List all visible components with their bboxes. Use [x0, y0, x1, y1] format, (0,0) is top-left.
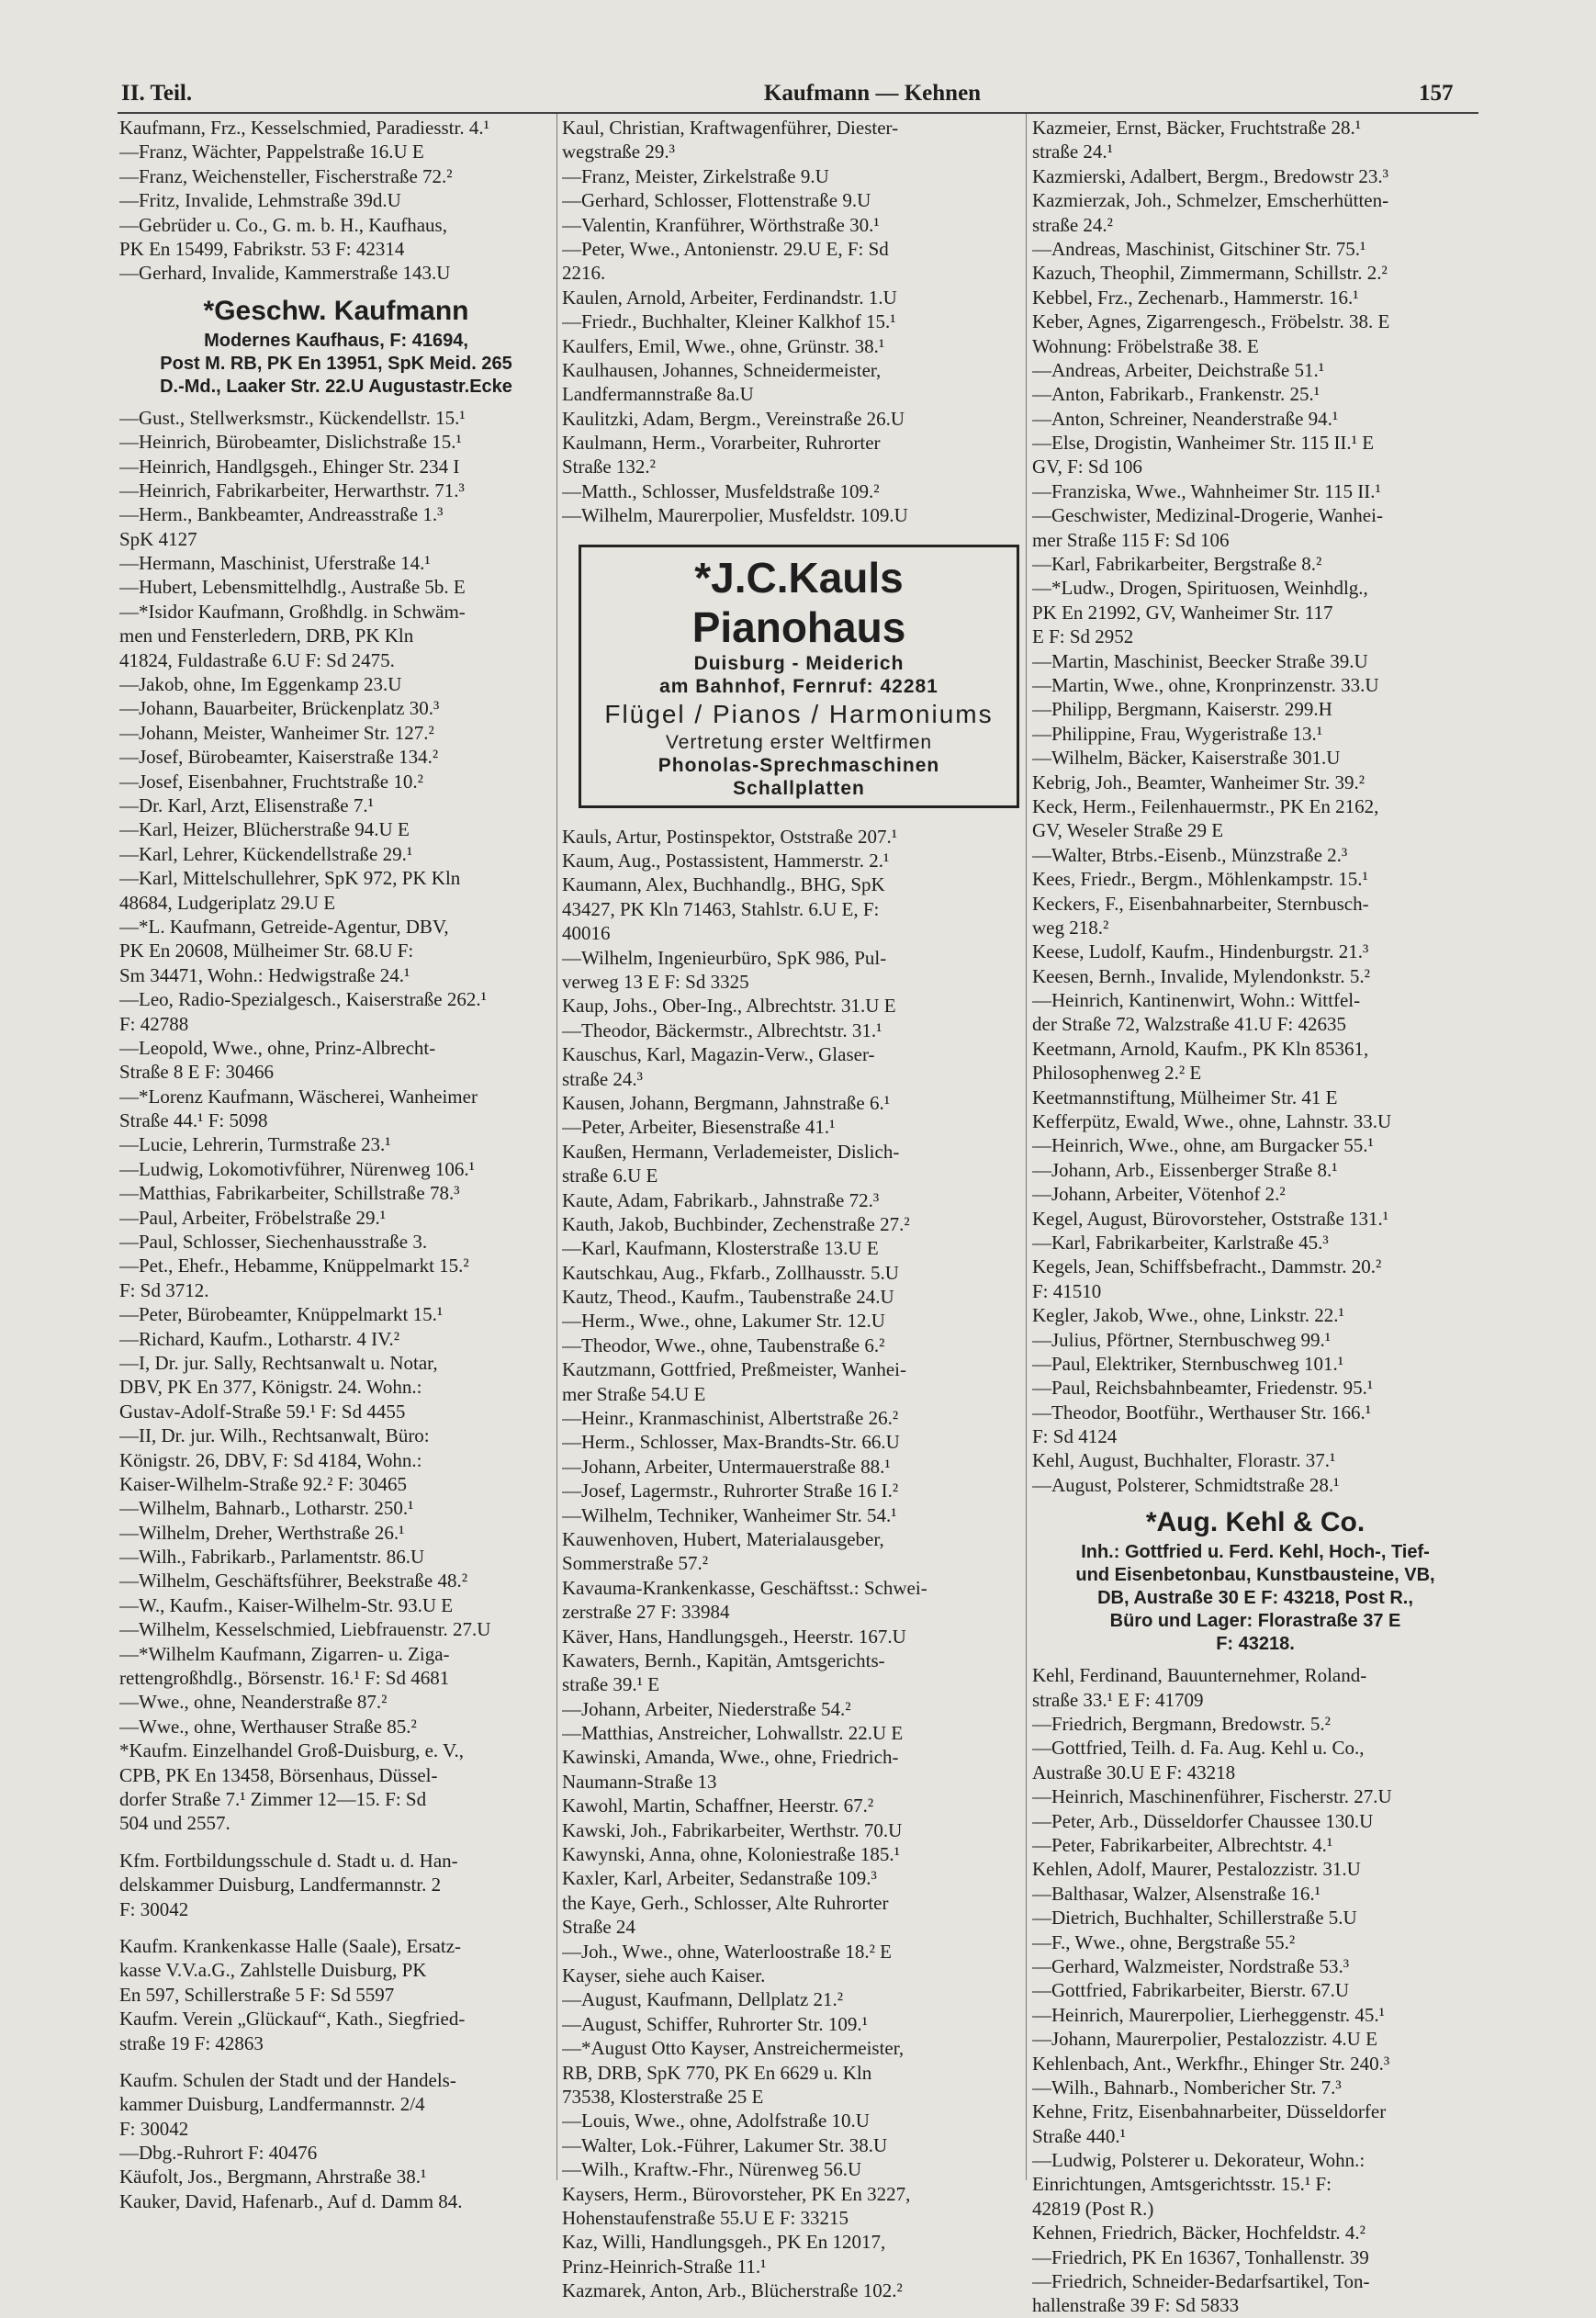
directory-entry-line: —Karl, Heizer, Blücherstraße 94.U E — [119, 818, 410, 841]
directory-entry-line: Kaiser-Wilhelm-Straße 92.² F: 30465 — [119, 1472, 407, 1495]
directory-entry-line: —*August Otto Kayser, Anstreichermeister, — [562, 2037, 905, 2060]
directory-entry-line: Kaulhausen, Johannes, Schneidermeister, — [562, 358, 882, 381]
directory-entry-line: Straße 8 E F: 30466 — [119, 1061, 274, 1084]
directory-entry-line: Kaulmann, Herm., Vorarbeiter, Ruhrorter — [562, 432, 881, 455]
directory-entry-line: —Heinrich, Maurerpolier, Lierheggenstr. 45.¹ — [1032, 2003, 1385, 2026]
directory-entry-line: —*L. Kaufmann, Getreide-Agentur, DBV, — [119, 915, 449, 938]
directory-entry-line: —Friedrich, Schneider-Bedarfsartikel, Ton- — [1032, 2270, 1370, 2293]
advertisement-line: Vertretung erster Weltfirmen — [665, 731, 933, 753]
directory-entry-line: Kazmierzak, Joh., Schmelzer, Emscherhütten- — [1032, 189, 1389, 212]
directory-entry-line: Käufolt, Jos., Bergmann, Ahrstraße 38.¹ — [119, 2166, 427, 2189]
directory-entry-line: 40016 — [562, 922, 611, 945]
directory-entry-line: Kegler, Jakob, Wwe., ohne, Linkstr. 22.¹ — [1032, 1304, 1344, 1327]
directory-entry-line: —Martin, Maschinist, Beecker Straße 39.U — [1032, 649, 1368, 672]
directory-entry-line: —Dr. Karl, Arzt, Elisenstraße 7.¹ — [119, 793, 374, 816]
directory-entry-line: Kaz, Willi, Handlungsgeh., PK En 12017, — [562, 2231, 886, 2254]
advertisement-line: D.-Md., Laaker Str. 22.U Augustastr.Ecke — [160, 376, 512, 397]
directory-entry-line: CPB, PK En 13458, Börsenhaus, Düssel- — [119, 1763, 438, 1786]
directory-entry-line: —Anton, Fabrikarb., Frankenstr. 25.¹ — [1032, 383, 1321, 406]
directory-entry-line: men und Fensterledern, DRB, PK Kln — [119, 625, 414, 647]
directory-entry-line: Kauth, Jakob, Buchbinder, Zechenstraße 27.² — [562, 1212, 910, 1235]
directory-entry-line: —Johann, Maurerpolier, Pestalozzistr. 4.U E — [1032, 2028, 1377, 2051]
directory-entry-line: Keetmann, Arnold, Kaufm., PK Kln 85361, — [1032, 1037, 1369, 1060]
directory-entry-line: —Josef, Eisenbahner, Fruchtstraße 10.² — [119, 770, 423, 793]
directory-entry-line: Kefferpütz, Ewald, Wwe., ohne, Lahnstr. 33.U — [1032, 1110, 1392, 1133]
directory-entry-line: En 597, Schillerstraße 5 F: Sd 5597 — [119, 1983, 395, 2006]
directory-entry-line: —F., Wwe., ohne, Bergstraße 55.² — [1032, 1930, 1296, 1953]
directory-entry-line: E F: Sd 2952 — [1032, 625, 1134, 648]
directory-entry-line: 41824, Fuldastraße 6.U F: Sd 2475. — [119, 648, 395, 671]
directory-entry-line: kasse V.V.a.G., Zahlstelle Duisburg, PK — [119, 1959, 427, 1982]
directory-entry-line: rettengroßhdlg., Börsenstr. 16.¹ F: Sd 4681 — [119, 1667, 450, 1690]
directory-entry-line: —Karl, Lehrer, Kückendellstraße 29.¹ — [119, 842, 413, 865]
directory-entry-line: —Louis, Wwe., ohne, Adolfstraße 10.U — [562, 2110, 870, 2132]
directory-entry-line: —*Isidor Kaufmann, Großhdlg. in Schwäm- — [119, 600, 466, 623]
directory-entry-line: —Matthias, Fabrikarbeiter, Schillstraße 78.³ — [119, 1182, 460, 1205]
directory-entry-line: DBV, PK En 377, Königstr. 24. Wohn.: — [119, 1376, 422, 1399]
directory-entry-line: Straße 440.¹ — [1032, 2124, 1126, 2147]
directory-entry-line: Kaxler, Karl, Arbeiter, Sedanstraße 109.³ — [562, 1867, 877, 1890]
directory-entry-line: Prinz-Heinrich-Straße 11.¹ — [562, 2255, 767, 2278]
directory-entry-line: —Matth., Schlosser, Musfeldstraße 109.² — [562, 479, 880, 502]
directory-entry-line: —Friedr., Buchhalter, Kleiner Kalkhof 15.¹ — [562, 310, 896, 333]
directory-entry-line: Kegel, August, Bürovorsteher, Oststraße 131.¹ — [1032, 1207, 1389, 1230]
directory-entry-line: Kausen, Johann, Bergmann, Jahnstraße 6.¹ — [562, 1091, 890, 1114]
directory-entry-line: kammer Duisburg, Landfermannstr. 2/4 — [119, 2093, 425, 2116]
directory-entry-line: —Peter, Arbeiter, Biesenstraße 41.¹ — [562, 1116, 836, 1139]
directory-entry-line: Straße 132.² — [562, 456, 656, 478]
directory-entry-line: Keber, Agnes, Zigarrengesch., Fröbelstr. 38. E — [1032, 310, 1390, 333]
directory-entry-line: —Karl, Fabrikarbeiter, Bergstraße 8.² — [1032, 553, 1322, 576]
directory-entry-line: —Herm., Wwe., ohne, Lakumer Str. 12.U — [562, 1310, 885, 1333]
directory-entry-line: —Gottfried, Fabrikarbeiter, Bierstr. 67.U — [1032, 1979, 1349, 2002]
directory-entry-line: —Franz, Meister, Zirkelstraße 9.U — [562, 164, 829, 187]
directory-entry-line: Kaumann, Alex, Buchhandlg., BHG, SpK — [562, 873, 885, 896]
section-label: II. Teil. — [121, 81, 193, 106]
directory-entry-line: Kaulen, Arnold, Arbeiter, Ferdinandstr. 1.U — [562, 286, 897, 309]
directory-entry-line: —Hermann, Maschinist, Uferstraße 14.¹ — [119, 552, 431, 575]
advertisement-line: Inh.: Gottfried u. Ferd. Kehl, Hoch-, Tief- — [1081, 1542, 1430, 1563]
directory-entry-line: PK En 20608, Mülheimer Str. 68.U F: — [119, 940, 414, 962]
directory-entry-line: Kawohl, Martin, Schaffner, Heerstr. 67.² — [562, 1795, 874, 1817]
directory-entry-line: Kauschus, Karl, Magazin-Verw., Glaser- — [562, 1043, 875, 1066]
directory-entry-line: GV, F: Sd 106 — [1032, 456, 1142, 478]
directory-entry-line: —Philippine, Frau, Wygeristraße 13.¹ — [1032, 722, 1323, 745]
directory-entry-line: straße 24.¹ — [1032, 141, 1113, 163]
directory-entry-line: —Hubert, Lebensmittelhdlg., Austraße 5b. E — [119, 576, 466, 599]
directory-entry-line: dorfer Straße 7.¹ Zimmer 12—15. F: Sd — [119, 1788, 427, 1810]
directory-entry-line: —Wilh., Bahnarb., Nombericher Str. 7.³ — [1032, 2076, 1342, 2099]
directory-entry-line: —Paul, Reichsbahnbeamter, Friedenstr. 95.¹ — [1032, 1377, 1374, 1400]
directory-entry-line: straße 24.³ — [562, 1067, 643, 1090]
directory-entry-line: —Gebrüder u. Co., G. m. b. H., Kaufhaus, — [119, 213, 447, 236]
directory-entry-line: —August, Polsterer, Schmidtstraße 28.¹ — [1032, 1473, 1340, 1496]
directory-entry-line: F: 42788 — [119, 1012, 189, 1035]
directory-entry-line: F: Sd 4124 — [1032, 1425, 1118, 1448]
directory-entry-line: 43427, PK Kln 71463, Stahlstr. 6.U E, F: — [562, 897, 880, 920]
directory-entry-line: —Heinrich, Fabrikarbeiter, Herwarthstr. 71.³ — [119, 478, 465, 501]
advertisement-line: Schallplatten — [733, 777, 865, 799]
advertisement-line: Modernes Kaufhaus, F: 41694, — [204, 330, 468, 351]
directory-entry-line: Kazmeier, Ernst, Bäcker, Fruchtstraße 28.¹ — [1032, 117, 1361, 139]
directory-entry-line: Straße 24 — [562, 1916, 635, 1939]
directory-entry-line: —Karl, Mittelschullehrer, SpK 972, PK Kln — [119, 867, 461, 890]
directory-entry-line: Kehl, August, Buchhalter, Florastr. 37.¹ — [1032, 1449, 1336, 1472]
directory-entry-line: Kehlenbach, Ant., Werkfhr., Ehinger Str. 240.³ — [1032, 2052, 1390, 2075]
directory-entry-line: Kaufm. Verein „Glückauf“, Kath., Siegfried- — [119, 2008, 466, 2031]
directory-entry-line: F: 41510 — [1032, 1279, 1102, 1302]
directory-entry-line: —Johann, Arb., Eissenberger Straße 8.¹ — [1032, 1158, 1338, 1181]
directory-entry-line: 73538, Klosterstraße 25 E — [562, 2085, 764, 2108]
advertisement-line: Duisburg - Meiderich — [693, 652, 905, 674]
directory-entry-line: Keese, Ludolf, Kaufm., Hindenburgstr. 21.³ — [1032, 940, 1369, 963]
directory-entry-line: —Walter, Btrbs.-Eisenb., Münzstraße 2.³ — [1032, 843, 1348, 866]
directory-entry-line: —Friedrich, Bergmann, Bredowstr. 5.² — [1032, 1713, 1331, 1736]
directory-entry-line: —Theodor, Wwe., ohne, Taubenstraße 6.² — [562, 1333, 885, 1356]
advertisement-line: DB, Austraße 30 E F: 43218, Post R., — [1097, 1588, 1413, 1609]
directory-entry-line: —Walter, Lok.-Führer, Lakumer Str. 38.U — [562, 2133, 888, 2156]
directory-entry-line: Austraße 30.U E F: 43218 — [1032, 1761, 1236, 1784]
directory-entry-line: —Heinrich, Wwe., ohne, am Burgacker 55.¹ — [1032, 1134, 1374, 1157]
directory-entry-line: Kazuch, Theophil, Zimmermann, Schillstr. 2.² — [1032, 262, 1388, 285]
directory-entry-line: —Pet., Ehefr., Hebamme, Knüppelmarkt 15.² — [119, 1255, 469, 1277]
directory-entry-line: —Leopold, Wwe., ohne, Prinz-Albrecht- — [119, 1036, 436, 1059]
directory-entry-line: Sommerstraße 57.² — [562, 1552, 709, 1575]
directory-entry-line: straße 39.¹ E — [562, 1673, 660, 1696]
directory-entry-line: —Geschwister, Medizinal-Drogerie, Wanhei- — [1032, 504, 1383, 527]
directory-entry-line: —Karl, Fabrikarbeiter, Karlstraße 45.³ — [1032, 1231, 1329, 1254]
directory-entry-line: —Peter, Wwe., Antonienstr. 29.U E, F: Sd — [562, 237, 889, 260]
entry-spacer — [119, 2055, 553, 2068]
directory-entry-line: —Dbg.-Ruhrort F: 40476 — [119, 2142, 318, 2165]
directory-entry-line: —Wwe., ohne, Werthauser Straße 85.² — [119, 1715, 417, 1738]
directory-entry-line: —Fritz, Invalide, Lehmstraße 39d.U — [119, 189, 401, 212]
page-number: 157 — [1419, 81, 1454, 106]
directory-entry-line: *Kaufm. Einzelhandel Groß-Duisburg, e. V., — [119, 1739, 465, 1762]
directory-entry-line: Kaufmann, Frz., Kesselschmied, Paradiesstr. 4.¹ — [119, 117, 489, 139]
directory-entry-line: —Dietrich, Buchhalter, Schillerstraße 5.U — [1032, 1907, 1357, 1930]
directory-entry-line: —Joh., Wwe., ohne, Waterloostraße 18.² E — [562, 1940, 892, 1963]
directory-entry-line: —Johann, Arbeiter, Vötenhof 2.² — [1032, 1183, 1286, 1206]
advertisement-line: Phonolas-Sprechmaschinen — [658, 754, 940, 776]
directory-entry-line: —Wilhelm, Kesselschmied, Liebfrauenstr. 27.U — [119, 1618, 491, 1641]
directory-entry-line: Kautzmann, Gottfried, Preßmeister, Wanhei- — [562, 1358, 906, 1381]
directory-entry-line: Kazmierski, Adalbert, Bergm., Bredowstr 23.³ — [1032, 164, 1388, 187]
directory-entry-line: Kees, Friedr., Bergm., Möhlenkampstr. 15.¹ — [1032, 868, 1368, 891]
directory-entry-line: Kazmarek, Anton, Arb., Blücherstraße 102.² — [562, 2279, 903, 2302]
directory-entry-line: Kaul, Christian, Kraftwagenführer, Diester- — [562, 117, 899, 139]
directory-entry-line: Kaup, Johs., Ober-Ing., Albrechtstr. 31.U E — [562, 995, 896, 1018]
directory-entry-line: —Ludwig, Polsterer u. Dekorateur, Wohn.: — [1032, 2149, 1366, 2172]
directory-entry-line: —Peter, Arb., Düsseldorfer Chaussee 130.U — [1032, 1809, 1374, 1832]
directory-entry-line: Kehnen, Friedrich, Bäcker, Hochfeldstr. 4.² — [1032, 2222, 1366, 2245]
directory-entry-line: Keetmannstiftung, Mülheimer Str. 41 E — [1032, 1086, 1338, 1108]
directory-entry-line: 48684, Ludgeriplatz 29.U E — [119, 891, 336, 914]
directory-entry-line: —Paul, Arbeiter, Fröbelstraße 29.¹ — [119, 1206, 387, 1229]
directory-entry-line: Einrichtungen, Amtsgerichtsstr. 15.¹ F: — [1032, 2173, 1332, 2196]
directory-entry-line: —Richard, Kaufm., Lotharstr. 4 IV.² — [119, 1327, 400, 1350]
directory-entry-line: —Heinrich, Bürobeamter, Dislichstraße 15.¹ — [119, 431, 462, 454]
directory-entry-line: der Straße 72, Walzstraße 41.U F: 42635 — [1032, 1013, 1347, 1036]
directory-entry-line: —Heinrich, Handlgsgeh., Ehinger Str. 234 I — [119, 455, 460, 478]
directory-entry-line: Kebbel, Frz., Zechenarb., Hammerstr. 16.¹ — [1032, 286, 1359, 309]
directory-entry-line: —Else, Drogistin, Wanheimer Str. 115 II.¹ E — [1032, 432, 1375, 455]
directory-entry-line: —Wilhelm, Dreher, Werthstraße 26.¹ — [119, 1521, 405, 1544]
directory-entry-line: GV, Weseler Straße 29 E — [1032, 819, 1224, 842]
directory-entry-line: —Gerhard, Invalide, Kammerstraße 143.U — [119, 262, 451, 285]
directory-entry-line: 504 und 2557. — [119, 1812, 230, 1835]
directory-entry-line: F: 30042 — [119, 2117, 189, 2140]
advertisement-line: Post M. RB, PK En 13951, SpK Meid. 265 — [160, 353, 512, 374]
directory-entry-line: straße 33.¹ E F: 41709 — [1032, 1688, 1204, 1711]
directory-entry-line: —Gerhard, Schlosser, Flottenstraße 9.U — [562, 189, 871, 212]
directory-entry-line: —Wilhelm, Bahnarb., Lotharstr. 250.¹ — [119, 1497, 414, 1520]
directory-entry-line: —II, Dr. jur. Wilh., Rechtsanwalt, Büro: — [119, 1424, 430, 1447]
directory-entry-line: —August, Kaufmann, Dellplatz 21.² — [562, 1988, 844, 2011]
directory-entry-line: Kawinski, Amanda, Wwe., ohne, Friedrich- — [562, 1746, 899, 1769]
directory-entry-line: straße 6.U E — [562, 1165, 658, 1187]
advertisement-line: Büro und Lager: Florastraße 37 E — [1109, 1611, 1401, 1632]
directory-entry-line: —Franz, Weichensteller, Fischerstraße 72.² — [119, 164, 453, 187]
entry-spacer — [119, 1921, 553, 1934]
directory-entry-line: —Wilhelm, Geschäftsführer, Beekstraße 48.² — [119, 1570, 467, 1592]
directory-entry-line: —Gust., Stellwerksmstr., Kückendellstr. 15.¹ — [119, 406, 466, 429]
directory-entry-line: Sm 34471, Wohn.: Hedwigstraße 24.¹ — [119, 963, 410, 986]
directory-entry-line: 42819 (Post R.) — [1032, 2197, 1154, 2220]
directory-entry-line: —Paul, Schlosser, Siechenhausstraße 3. — [119, 1231, 428, 1254]
directory-entry-line: Kautz, Theod., Kaufm., Taubenstraße 24.U — [562, 1286, 894, 1309]
directory-entry-line: —Johann, Meister, Wanheimer Str. 127.² — [119, 721, 434, 744]
directory-entry-line: Kawynski, Anna, ohne, Koloniestraße 185.¹ — [562, 1843, 900, 1866]
directory-entry-line: —Karl, Kaufmann, Klosterstraße 13.U E — [562, 1237, 879, 1260]
directory-entry-line: F: 30042 — [119, 1897, 189, 1920]
directory-entry-line: Kaußen, Hermann, Verlademeister, Dislich- — [562, 1140, 900, 1163]
column-left — [119, 116, 553, 2213]
directory-entry-line: Philosophenweg 2.² E — [1032, 1062, 1202, 1085]
directory-entry-line: Kehne, Fritz, Eisenbahnarbeiter, Düsseldorfer — [1032, 2100, 1387, 2123]
directory-entry-line: —I, Dr. jur. Sally, Rechtsanwalt u. Notar, — [119, 1351, 438, 1374]
directory-entry-line: —Matthias, Anstreicher, Lohwallstr. 22.U E — [562, 1722, 904, 1745]
directory-entry-line: mer Straße 54.U E — [562, 1382, 706, 1405]
directory-entry-line: straße 19 F: 42863 — [119, 2031, 264, 2054]
header-rule — [118, 112, 1478, 114]
directory-entry-line: Kaum, Aug., Postassistent, Hammerstr. 2.¹ — [562, 850, 890, 872]
directory-entry-line: —Heinr., Kranmaschinist, Albertstraße 26.² — [562, 1407, 899, 1430]
directory-entry-line: Kebrig, Joh., Beamter, Wanheimer Str. 39.² — [1032, 771, 1366, 793]
directory-entry-line: mer Straße 115 F: Sd 106 — [1032, 528, 1230, 551]
directory-entry-line: Kaysers, Herm., Bürovorsteher, PK En 3227, — [562, 2182, 911, 2205]
directory-entry-line: —Theodor, Bäckermstr., Albrechtstr. 31.¹ — [562, 1018, 882, 1041]
directory-entry-line: —Jakob, ohne, Im Eggenkamp 23.U — [119, 673, 402, 696]
directory-entry-line: —Franz, Wächter, Pappelstraße 16.U E — [119, 141, 424, 163]
directory-entry-line: —Philipp, Bergmann, Kaiserstr. 299.H — [1032, 698, 1332, 721]
directory-entry-line: Kawaters, Bernh., Kapitän, Amtsgerichts- — [562, 1648, 885, 1671]
directory-entry-line: —Theodor, Bootführ., Werthauser Str. 166.¹ — [1032, 1401, 1372, 1423]
directory-entry-line: —Friedrich, PK En 16367, Tonhallenstr. 39 — [1032, 2245, 1369, 2268]
directory-entry-line: —August, Schiffer, Ruhrorter Str. 109.¹ — [562, 2012, 868, 2035]
directory-entry-line: SpK 4127 — [119, 527, 197, 550]
entry-spacer — [119, 1836, 553, 1849]
directory-entry-line: Kauls, Artur, Postinspektor, Oststraße 207.¹ — [562, 825, 898, 848]
directory-entry-line: Wohnung: Fröbelstraße 38. E — [1032, 334, 1259, 357]
directory-entry-line: zerstraße 27 F: 33984 — [562, 1601, 730, 1624]
directory-entry-line: Königstr. 26, DBV, F: Sd 4184, Wohn.: — [119, 1448, 422, 1471]
directory-entry-line: Kaulitzki, Adam, Bergm., Vereinstraße 26.U — [562, 407, 905, 430]
directory-entry-line: —Wilh., Kraftw.-Fhr., Nürenweg 56.U — [562, 2158, 862, 2181]
directory-entry-line: Keck, Herm., Feilenhauermstr., PK En 2162, — [1032, 794, 1379, 817]
directory-entry-line: —Franziska, Wwe., Wahnheimer Str. 115 II.¹ — [1032, 479, 1381, 502]
advertisement-block — [579, 545, 1019, 808]
advertisement-block — [119, 293, 553, 399]
column-right — [1032, 116, 1478, 2318]
directory-entry-line: F: Sd 3712. — [119, 1278, 209, 1301]
directory-entry-line: —Herm., Schlosser, Max-Brandts-Str. 66.U — [562, 1431, 900, 1454]
directory-entry-line: —Wilhelm, Ingenieurbüro, SpK 986, Pul- — [562, 946, 887, 969]
directory-entry-line: —Wilhelm, Maurerpolier, Musfeldstr. 109.U — [562, 504, 908, 527]
directory-entry-line: Kaute, Adam, Fabrikarb., Jahnstraße 72.³ — [562, 1188, 880, 1211]
directory-entry-line: —Johann, Arbeiter, Niederstraße 54.² — [562, 1697, 851, 1720]
directory-entry-line: Straße 44.¹ F: 5098 — [119, 1109, 268, 1132]
directory-entry-line: PK En 21992, GV, Wanheimer Str. 117 — [1032, 601, 1333, 624]
directory-entry-line: Kavauma-Krankenkasse, Geschäftsst.: Schwei- — [562, 1576, 927, 1599]
page-running-title: Kaufmann — Kehnen — [763, 81, 982, 106]
directory-entry-line: Kaulfers, Emil, Wwe., ohne, Grünstr. 38.¹ — [562, 334, 885, 357]
directory-entry-line: Kehl, Ferdinand, Bauunternehmer, Roland- — [1032, 1664, 1367, 1687]
directory-entry-line: —Gottfried, Teilh. d. Fa. Aug. Kehl u. Co., — [1032, 1737, 1365, 1760]
directory-entry-line: Kawski, Joh., Fabrikarbeiter, Werthstr. 70.U — [562, 1818, 903, 1841]
advertisement-line: F: 43218. — [1216, 1634, 1295, 1655]
directory-entry-line: Gustav-Adolf-Straße 59.¹ F: Sd 4455 — [119, 1400, 406, 1423]
directory-entry-line: Keckers, F., Eisenbahnarbeiter, Sternbusch- — [1032, 892, 1369, 915]
directory-entry-line: Kaufm. Schulen der Stadt und der Handels- — [119, 2068, 456, 2091]
directory-entry-line: —Anton, Schreiner, Neanderstraße 94.¹ — [1032, 407, 1339, 430]
directory-entry-line: PK En 15499, Fabrikstr. 53 F: 42314 — [119, 237, 405, 260]
directory-entry-line: delskammer Duisburg, Landfermannstr. 2 — [119, 1874, 442, 1896]
directory-entry-line: —Johann, Bauarbeiter, Brückenplatz 30.³ — [119, 697, 440, 720]
directory-entry-line: —Herm., Bankbeamter, Andreasstraße 1.³ — [119, 503, 444, 526]
directory-entry-line: Kayser, siehe auch Kaiser. — [562, 1964, 766, 1986]
directory-entry-line: —Andreas, Maschinist, Gitschiner Str. 75.¹ — [1032, 237, 1366, 260]
column-middle — [562, 116, 1019, 2302]
directory-entry-line: Kautschkau, Aug., Fkfarb., Zollhausstr. 5.U — [562, 1261, 899, 1284]
directory-entry-line: —Ludwig, Lokomotivführer, Nürenweg 106.¹ — [119, 1157, 475, 1180]
directory-entry-line: Naumann-Straße 13 — [562, 1770, 717, 1793]
directory-entry-line: —Peter, Bürobeamter, Knüppelmarkt 15.¹ — [119, 1303, 444, 1326]
advertisement-line: am Bahnhof, Fernruf: 42281 — [659, 675, 938, 697]
directory-entry-line: —Paul, Elektriker, Sternbuschweg 101.¹ — [1032, 1352, 1344, 1375]
directory-entry-line: —Wwe., ohne, Neanderstraße 87.² — [119, 1691, 388, 1714]
advertisement-block — [1032, 1504, 1478, 1656]
directory-entry-line: Käver, Hans, Handlungsgeh., Heerstr. 167.U — [562, 1625, 906, 1648]
directory-entry-line: Kehlen, Adolf, Maurer, Pestalozzistr. 31.U — [1032, 1858, 1361, 1881]
directory-entry-line: —Gerhard, Walzmeister, Nordstraße 53.³ — [1032, 1954, 1350, 1977]
directory-entry-line: —Andreas, Arbeiter, Deichstraße 51.¹ — [1032, 358, 1325, 381]
directory-entry-line: Kauker, David, Hafenarb., Auf d. Damm 84. — [119, 2189, 463, 2212]
directory-entry-line: —Peter, Fabrikarbeiter, Albrechtstr. 4.¹ — [1032, 1834, 1333, 1856]
advertisement-line: Flügel / Pianos / Harmoniums — [604, 699, 994, 728]
directory-entry-line: RB, DRB, SpK 770, PK En 6629 u. Kln — [562, 2061, 872, 2084]
directory-entry-line: —*Lorenz Kaufmann, Wäscherei, Wanheimer — [119, 1085, 478, 1108]
directory-entry-line: —Martin, Wwe., ohne, Kronprinzenstr. 33.U — [1032, 673, 1379, 696]
directory-entry-line: —*Wilhelm Kaufmann, Zigarren- u. Ziga- — [119, 1642, 450, 1665]
directory-entry-line: —Josef, Bürobeamter, Kaiserstraße 134.² — [119, 746, 439, 769]
directory-entry-line: Landfermannstraße 8a.U — [562, 383, 754, 406]
advertisement-title: *Geschw. Kaufmann — [203, 295, 469, 326]
directory-entry-line: the Kaye, Gerh., Schlosser, Alte Ruhrorter — [562, 1891, 889, 1914]
directory-entry-line: straße 24.² — [1032, 213, 1113, 236]
directory-entry-line: —Julius, Pförtner, Sternbuschweg 99.¹ — [1032, 1328, 1332, 1351]
column-divider — [556, 114, 557, 2180]
advertisement-title: *J.C.Kauls Pianohaus — [691, 553, 906, 651]
directory-entry-line: —Johann, Arbeiter, Untermauerstraße 88.¹ — [562, 1455, 891, 1478]
directory-entry-line: verweg 13 E F: Sd 3325 — [562, 970, 749, 993]
directory-entry-line: —Valentin, Kranführer, Wörthstraße 30.¹ — [562, 213, 880, 236]
directory-entry-line: Hohenstaufenstraße 55.U E F: 33215 — [562, 2206, 849, 2229]
directory-entry-line: hallenstraße 39 F: Sd 5833 — [1032, 2294, 1240, 2317]
directory-entry-line: —Lucie, Lehrerin, Turmstraße 23.¹ — [119, 1133, 391, 1156]
directory-entry-line: —Josef, Lagermstr., Ruhrorter Straße 16 I.² — [562, 1480, 899, 1502]
directory-entry-line: weg 218.² — [1032, 916, 1109, 939]
directory-entry-line: —*Ludw., Drogen, Spirituosen, Weinhdlg., — [1032, 577, 1368, 600]
directory-entry-line: —Wilhelm, Techniker, Wanheimer Str. 54.¹ — [562, 1503, 897, 1526]
advertisement-title: *Aug. Kehl & Co. — [1145, 1507, 1366, 1538]
advertisement-line: und Eisenbetonbau, Kunstbausteine, VB, — [1075, 1565, 1435, 1586]
directory-entry-line: —Heinrich, Kantinenwirt, Wohn.: Wittfel- — [1032, 989, 1361, 1012]
directory-entry-line: —Heinrich, Maschinenführer, Fischerstr. 27.U — [1032, 1785, 1392, 1808]
directory-entry-line: —Wilhelm, Bäcker, Kaiserstraße 301.U — [1032, 747, 1341, 770]
directory-entry-line: Keesen, Bernh., Invalide, Mylendonkstr. 5.² — [1032, 964, 1370, 987]
directory-entry-line: —Wilh., Fabrikarb., Parlamentstr. 86.U — [119, 1546, 425, 1569]
directory-entry-line: Kauwenhoven, Hubert, Materialausgeber, — [562, 1527, 884, 1550]
directory-entry-line: Kegels, Jean, Schiffsbefracht., Dammstr. 20.² — [1032, 1255, 1382, 1278]
directory-entry-line: Kaufm. Krankenkasse Halle (Saale), Ersatz- — [119, 1934, 462, 1957]
directory-entry-line: 2216. — [562, 262, 606, 285]
directory-entry-line: —Leo, Radio-Spezialgesch., Kaiserstraße 262.¹ — [119, 988, 487, 1011]
directory-entry-line: —Balthasar, Walzer, Alsenstraße 16.¹ — [1032, 1882, 1321, 1905]
directory-entry-line: Kfm. Fortbildungsschule d. Stadt u. d. Han- — [119, 1849, 458, 1872]
directory-entry-line: wegstraße 29.³ — [562, 141, 675, 163]
column-divider — [1026, 114, 1027, 2180]
directory-entry-line: —W., Kaufm., Kaiser-Wilhelm-Str. 93.U E — [119, 1593, 454, 1616]
